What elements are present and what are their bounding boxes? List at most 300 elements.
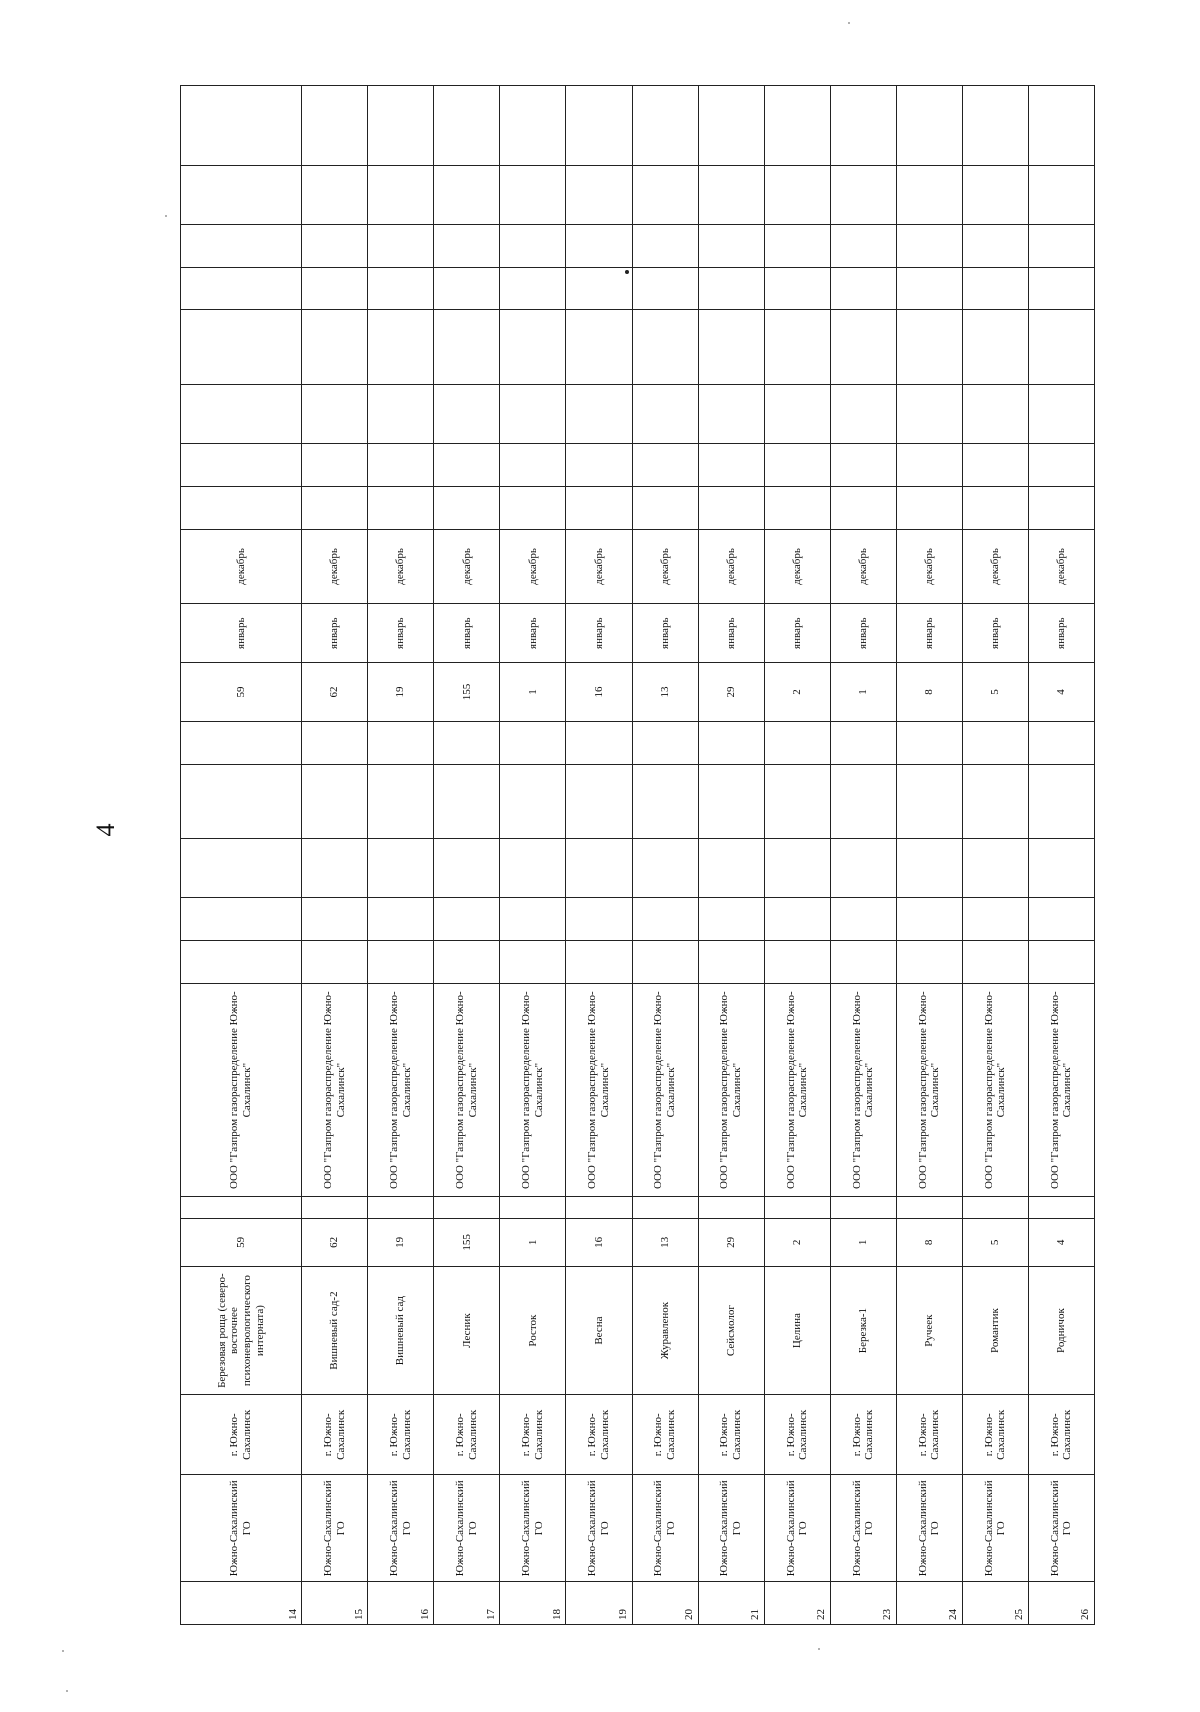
blank-cell [698,764,764,839]
blank-cell [500,385,566,444]
blank-cell [632,224,698,267]
blank-cell [368,444,434,487]
blank-cell [698,721,764,764]
blank-cell [830,224,896,267]
blank-cell [896,898,962,941]
district-cell: Южно-Сахалинский ГО [500,1475,566,1582]
blank-cell [1028,898,1094,941]
blank-cell [632,444,698,487]
site-name-cell: Целина [764,1266,830,1394]
blank-cell [500,941,566,984]
end-month-cell: декабрь [434,529,500,604]
blank-cell [962,86,1028,166]
blank-cell [962,898,1028,941]
locality-cell: г. Южно-Сахалинск [830,1395,896,1475]
organization-cell: ООО "Газпром газораспределение Южно-Сахалинск" [1028,983,1094,1197]
locality-cell: г. Южно-Сахалинск [500,1395,566,1475]
blank-cell [302,267,368,310]
count-1-cell: 16 [566,1218,632,1266]
locality-cell: г. Южно-Сахалинск [698,1395,764,1475]
blank-cell [566,898,632,941]
blank-cell [181,166,302,225]
blank-cell [434,839,500,898]
blank-cell [830,166,896,225]
blank-cell [434,764,500,839]
blank-cell [368,224,434,267]
blank-cell [698,486,764,529]
blank-cell [764,839,830,898]
blank-cell [764,941,830,984]
blank-cell [566,224,632,267]
site-name-cell: Вишневый сад [368,1266,434,1394]
blank-cell [962,166,1028,225]
count-1-cell: 19 [368,1218,434,1266]
district-cell: Южно-Сахалинский ГО [830,1475,896,1582]
blank-cell [500,486,566,529]
district-cell: Южно-Сахалинский ГО [896,1475,962,1582]
blank-cell [368,486,434,529]
row-number-cell: 24 [896,1582,962,1625]
district-cell: Южно-Сахалинский ГО [698,1475,764,1582]
blank-cell [962,839,1028,898]
count-2-cell: 4 [1028,663,1094,722]
row-number-cell: 17 [434,1582,500,1625]
table-row [500,86,566,1625]
scan-speck [165,215,167,217]
row-number-cell: 15 [302,1582,368,1625]
blank-cell [896,486,962,529]
blank-cell [181,310,302,385]
district-cell: Южно-Сахалинский ГО [434,1475,500,1582]
blank-cell [566,839,632,898]
district-cell: Южно-Сахалинский ГО [368,1475,434,1582]
blank-cell [632,310,698,385]
count-2-cell: 155 [434,663,500,722]
locality-cell: г. Южно-Сахалинск [632,1395,698,1475]
blank-cell [764,486,830,529]
blank-cell [962,764,1028,839]
table-row [764,86,830,1625]
blank-cell [368,267,434,310]
blank-cell [962,721,1028,764]
end-month-cell: декабрь [181,529,302,604]
blank-cell [896,444,962,487]
organization-cell: ООО "Газпром газораспределение Южно-Сахалинск" [566,983,632,1197]
locality-cell: г. Южно-Сахалинск [302,1395,368,1475]
end-month-cell: декабрь [698,529,764,604]
start-month-cell: январь [698,604,764,663]
blank-cell [896,1197,962,1218]
blank-cell [181,839,302,898]
blank-cell [830,486,896,529]
blank-cell [181,898,302,941]
blank-cell [962,385,1028,444]
table-row [1028,86,1094,1625]
blank-cell [764,385,830,444]
blank-cell [434,444,500,487]
row-number-cell: 21 [698,1582,764,1625]
district-cell: Южно-Сахалинский ГО [181,1475,302,1582]
table-row [962,86,1028,1625]
start-month-cell: январь [302,604,368,663]
blank-cell [632,385,698,444]
end-month-cell: декабрь [368,529,434,604]
blank-cell [181,385,302,444]
blank-cell [896,224,962,267]
blank-cell [500,898,566,941]
count-1-cell: 59 [181,1218,302,1266]
count-2-cell: 62 [302,663,368,722]
blank-cell [566,941,632,984]
blank-cell [698,267,764,310]
count-1-cell: 155 [434,1218,500,1266]
blank-cell [368,310,434,385]
blank-cell [632,166,698,225]
blank-cell [434,1197,500,1218]
blank-cell [1028,310,1094,385]
blank-cell [302,166,368,225]
row-number-cell: 25 [962,1582,1028,1625]
blank-cell [500,444,566,487]
district-cell: Южно-Сахалинский ГО [1028,1475,1094,1582]
table-row [181,86,302,1625]
blank-cell [896,267,962,310]
blank-cell [302,86,368,166]
site-name-cell: Березка-1 [830,1266,896,1394]
blank-cell [764,1197,830,1218]
blank-cell [434,941,500,984]
locality-cell: г. Южно-Сахалинск [764,1395,830,1475]
end-month-cell: декабрь [500,529,566,604]
start-month-cell: январь [368,604,434,663]
count-1-cell: 62 [302,1218,368,1266]
blank-cell [302,898,368,941]
blank-cell [830,310,896,385]
blank-cell [368,764,434,839]
start-month-cell: январь [764,604,830,663]
blank-cell [302,721,368,764]
blank-cell [1028,486,1094,529]
blank-cell [434,385,500,444]
blank-cell [181,721,302,764]
blank-cell [632,267,698,310]
blank-cell [698,385,764,444]
count-2-cell: 2 [764,663,830,722]
end-month-cell: декабрь [830,529,896,604]
blank-cell [500,839,566,898]
blank-cell [302,385,368,444]
blank-cell [181,267,302,310]
count-1-cell: 29 [698,1218,764,1266]
end-month-cell: декабрь [1028,529,1094,604]
locality-cell: г. Южно-Сахалинск [434,1395,500,1475]
count-2-cell: 59 [181,663,302,722]
blank-cell [1028,166,1094,225]
page-number: 4 [91,823,120,837]
blank-cell [566,267,632,310]
count-1-cell: 4 [1028,1218,1094,1266]
blank-cell [896,86,962,166]
organization-cell: ООО "Газпром газораспределение Южно-Сахалинск" [830,983,896,1197]
blank-cell [698,941,764,984]
blank-cell [368,721,434,764]
count-2-cell: 1 [830,663,896,722]
count-2-cell: 29 [698,663,764,722]
blank-cell [500,764,566,839]
blank-cell [566,764,632,839]
blank-cell [962,1197,1028,1218]
organization-cell: ООО "Газпром газораспределение Южно-Сахалинск" [962,983,1028,1197]
blank-cell [896,310,962,385]
blank-cell [896,385,962,444]
scan-speck [66,1690,68,1692]
blank-cell [764,166,830,225]
blank-cell [698,1197,764,1218]
blank-cell [434,86,500,166]
organization-cell: ООО "Газпром газораспределение Южно-Сахалинск" [500,983,566,1197]
row-number-cell: 18 [500,1582,566,1625]
scan-speck [62,1650,64,1652]
blank-cell [896,839,962,898]
district-cell: Южно-Сахалинский ГО [962,1475,1028,1582]
blank-cell [896,166,962,225]
count-1-cell: 13 [632,1218,698,1266]
blank-cell [368,86,434,166]
blank-cell [896,721,962,764]
site-name-cell: Лесник [434,1266,500,1394]
blank-cell [830,444,896,487]
blank-cell [632,898,698,941]
end-month-cell: декабрь [962,529,1028,604]
organization-cell: ООО "Газпром газораспределение Южно-Сахалинск" [368,983,434,1197]
blank-cell [181,764,302,839]
blank-cell [1028,86,1094,166]
blank-cell [368,385,434,444]
blank-cell [764,444,830,487]
row-number-cell: 16 [368,1582,434,1625]
end-month-cell: декабрь [632,529,698,604]
blank-cell [764,224,830,267]
blank-cell [632,941,698,984]
count-1-cell: 8 [896,1218,962,1266]
locality-cell: г. Южно-Сахалинск [1028,1395,1094,1475]
district-cell: Южно-Сахалинский ГО [566,1475,632,1582]
blank-cell [830,839,896,898]
blank-cell [500,224,566,267]
row-number-cell: 23 [830,1582,896,1625]
blank-cell [434,898,500,941]
blank-cell [434,267,500,310]
blank-cell [434,486,500,529]
blank-cell [302,224,368,267]
blank-cell [764,310,830,385]
site-name-cell: Журавленок [632,1266,698,1394]
organization-cell: ООО "Газпром газораспределение Южно-Сахалинск" [764,983,830,1197]
blank-cell [434,224,500,267]
blank-cell [181,224,302,267]
blank-cell [1028,721,1094,764]
blank-cell [830,1197,896,1218]
blank-cell [434,721,500,764]
start-month-cell: январь [181,604,302,663]
blank-cell [368,839,434,898]
count-2-cell: 16 [566,663,632,722]
row-number-cell: 19 [566,1582,632,1625]
blank-cell [566,166,632,225]
start-month-cell: январь [1028,604,1094,663]
blank-cell [830,764,896,839]
organization-cell: ООО "Газпром газораспределение Южно-Сахалинск" [896,983,962,1197]
district-cell: Южно-Сахалинский ГО [302,1475,368,1582]
table-row [368,86,434,1625]
blank-cell [764,267,830,310]
blank-cell [962,310,1028,385]
blank-cell [632,764,698,839]
row-number-cell: 14 [181,1582,302,1625]
count-2-cell: 19 [368,663,434,722]
blank-cell [830,86,896,166]
blank-cell [764,898,830,941]
blank-cell [698,898,764,941]
locality-cell: г. Южно-Сахалинск [181,1395,302,1475]
end-month-cell: декабрь [896,529,962,604]
start-month-cell: январь [566,604,632,663]
blank-cell [302,444,368,487]
blank-cell [181,444,302,487]
blank-cell [368,1197,434,1218]
blank-cell [181,1197,302,1218]
blank-cell [1028,941,1094,984]
end-month-cell: декабрь [566,529,632,604]
blank-cell [566,444,632,487]
blank-cell [632,839,698,898]
table-row [434,86,500,1625]
blank-cell [1028,385,1094,444]
blank-cell [698,166,764,225]
table-row [830,86,896,1625]
count-2-cell: 13 [632,663,698,722]
blank-cell [181,486,302,529]
end-month-cell: декабрь [764,529,830,604]
blank-cell [1028,224,1094,267]
locality-cell: г. Южно-Сахалинск [896,1395,962,1475]
blank-cell [698,839,764,898]
start-month-cell: январь [632,604,698,663]
locality-cell: г. Южно-Сахалинск [566,1395,632,1475]
blank-cell [566,1197,632,1218]
blank-cell [368,941,434,984]
blank-cell [302,764,368,839]
district-cell: Южно-Сахалинский ГО [764,1475,830,1582]
blank-cell [566,310,632,385]
scan-speck [848,22,850,24]
blank-cell [962,267,1028,310]
site-name-cell: Ручеек [896,1266,962,1394]
blank-cell [698,444,764,487]
blank-cell [500,1197,566,1218]
organization-cell: ООО "Газпром газораспределение Южно-Сахалинск" [181,983,302,1197]
blank-cell [302,486,368,529]
blank-cell [962,444,1028,487]
start-month-cell: январь [500,604,566,663]
blank-cell [962,224,1028,267]
site-name-cell: Весна [566,1266,632,1394]
site-name-cell: Родничок [1028,1266,1094,1394]
blank-cell [764,721,830,764]
site-name-cell: Романтик [962,1266,1028,1394]
blank-cell [566,486,632,529]
organization-cell: ООО "Газпром газораспределение Южно-Сахалинск" [698,983,764,1197]
count-2-cell: 1 [500,663,566,722]
blank-cell [181,941,302,984]
site-name-cell: Сейсмолог [698,1266,764,1394]
ink-dot [625,270,629,274]
locality-cell: г. Южно-Сахалинск [962,1395,1028,1475]
table-row [302,86,368,1625]
table-row [698,86,764,1625]
row-number-cell: 22 [764,1582,830,1625]
blank-cell [302,310,368,385]
blank-cell [181,86,302,166]
site-name-cell: Вишневый сад-2 [302,1266,368,1394]
blank-cell [500,310,566,385]
blank-cell [1028,839,1094,898]
count-2-cell: 5 [962,663,1028,722]
blank-cell [302,941,368,984]
blank-cell [302,1197,368,1218]
blank-cell [632,486,698,529]
blank-cell [632,86,698,166]
blank-cell [566,721,632,764]
end-month-cell: декабрь [302,529,368,604]
locality-cell: г. Южно-Сахалинск [368,1395,434,1475]
blank-cell [632,721,698,764]
blank-cell [500,721,566,764]
rotated-table-container [180,85,1095,1625]
table-row [566,86,632,1625]
start-month-cell: январь [896,604,962,663]
count-1-cell: 1 [500,1218,566,1266]
start-month-cell: январь [434,604,500,663]
site-name-cell: Березовая роща (северо-восточнее психоневрологического интерната) [181,1266,302,1394]
district-cell: Южно-Сахалинский ГО [632,1475,698,1582]
row-number-cell: 20 [632,1582,698,1625]
blank-cell [368,166,434,225]
table-body [181,86,1095,1625]
table-row [896,86,962,1625]
blank-cell [434,166,500,225]
blank-cell [764,86,830,166]
row-number-cell: 26 [1028,1582,1094,1625]
organization-cell: ООО "Газпром газораспределение Южно-Сахалинск" [302,983,368,1197]
blank-cell [896,764,962,839]
blank-cell [632,1197,698,1218]
organization-cell: ООО "Газпром газораспределение Южно-Сахалинск" [434,983,500,1197]
blank-cell [500,86,566,166]
blank-cell [896,941,962,984]
blank-cell [1028,764,1094,839]
count-1-cell: 5 [962,1218,1028,1266]
blank-cell [764,764,830,839]
blank-cell [698,310,764,385]
blank-cell [302,839,368,898]
blank-cell [830,898,896,941]
organization-cell: ООО "Газпром газораспределение Южно-Сахалинск" [632,983,698,1197]
blank-cell [698,86,764,166]
blank-cell [500,267,566,310]
blank-cell [962,941,1028,984]
count-1-cell: 1 [830,1218,896,1266]
